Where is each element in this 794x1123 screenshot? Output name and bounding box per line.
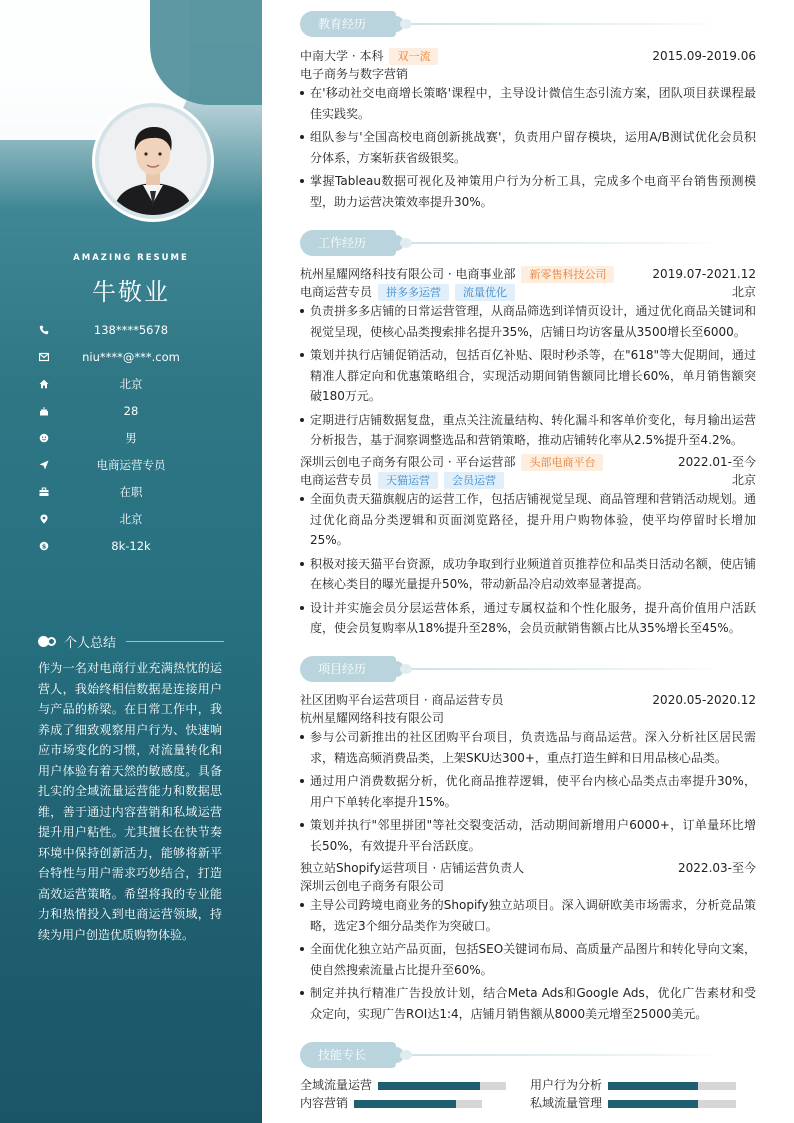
project-1-company-row xyxy=(300,710,756,727)
project-company: 深圳云创电子商务有限公司 xyxy=(300,879,445,893)
skill-bar xyxy=(378,1082,506,1090)
education-bullets xyxy=(300,83,756,215)
avatar xyxy=(92,100,214,222)
section-divider xyxy=(400,242,720,244)
project-date: 2020.05-2020.12 xyxy=(652,693,756,707)
skill-level-fill xyxy=(378,1082,480,1090)
info-status xyxy=(0,479,262,506)
section-header-skills xyxy=(300,1042,730,1068)
skill-name: 用户行为分析 xyxy=(530,1078,603,1092)
project-2-bullets xyxy=(300,895,756,1027)
section-title: 技能专长 xyxy=(300,1042,396,1068)
home-icon xyxy=(38,378,50,390)
role-tag: 拼多多运营 xyxy=(378,284,449,301)
skill-bar xyxy=(354,1100,482,1108)
info-salary xyxy=(0,533,262,560)
info-target-position xyxy=(0,451,262,478)
skill-name: 全域流量运营 xyxy=(300,1078,373,1092)
project-2-company-row xyxy=(300,878,756,895)
list-item: 策划并执行"邻里拼团"等社交裂变活动，活动期间新增用户6000+，订单量环比增长50%，有效提升平台活跃度。 xyxy=(300,815,756,856)
candidate-name: 牛敬业 xyxy=(92,278,170,306)
job-role: 电商运营专员 xyxy=(300,473,373,487)
list-item: 全面负责天猫旗舰店的运营工作，包括店铺视觉呈现、商品管理和营销活动规划。通过优化商品分类逻辑和页面浏览路径，提升用户购物体验，使平均停留时长增加25%。 xyxy=(300,489,756,551)
svg-text:$: $ xyxy=(41,542,47,551)
email-value: niu****@***.com xyxy=(82,349,180,364)
list-item: 定期进行店铺数据复盘，重点关注流量结构、转化漏斗和客单价变化，每月输出运营分析报告，基于洞察调整选品和营销策略，推动店铺转化率从2.5%提升至4.2%。 xyxy=(300,410,756,451)
location-icon xyxy=(38,513,50,525)
section-header-projects xyxy=(300,656,730,682)
project-name: 独立站Shopify运营项目 · 店铺运营负责人 xyxy=(300,861,525,875)
email-icon xyxy=(38,351,50,363)
list-item: 全面优化独立站产品页面，包括SEO关键词布局、高质量产品图片和转化导向文案，使自然搜索流量占比提升至60%。 xyxy=(300,939,756,980)
summary-heading xyxy=(38,632,224,651)
skill-bar xyxy=(608,1100,736,1108)
section-title: 工作经历 xyxy=(300,230,396,256)
list-item: 设计并实施会员分层运营体系，通过专属权益和个性化服务，提升高价值用户活跃度，使会员复购率从18%提升至28%，会员贡献销售额占比从35%增长至45%。 xyxy=(300,598,756,639)
role-tag: 流量优化 xyxy=(455,284,515,301)
school-tag: 双一流 xyxy=(389,48,438,65)
project-name: 社区团购平台运营项目 · 商品运营专员 xyxy=(300,693,504,707)
job-2-header-row xyxy=(300,454,756,471)
summary-dots-icon xyxy=(38,636,56,647)
job-1-header-row xyxy=(300,266,756,283)
list-item: 负责拼多多店铺的日常运营管理，从商品筛选到详情页设计，通过优化商品关键词和视觉呈现，使核心品类搜索排名提升35%，店铺日均访客量从3500增长至6000。 xyxy=(300,301,756,342)
list-item: 制定并执行精准广告投放计划，结合Meta Ads和Google Ads，优化广告素材和受众定向，实现广告ROI达1:4，店铺月销售额从8000美元增至25000美元。 xyxy=(300,983,756,1024)
section-title: 教育经历 xyxy=(300,11,396,37)
role-tag: 天猫运营 xyxy=(378,472,438,489)
send-icon xyxy=(38,459,50,471)
section-divider xyxy=(400,23,720,25)
section-header-education xyxy=(300,11,730,37)
project-2-header-row xyxy=(300,860,756,877)
list-item: 组队参与'全国高校电商创新挑战赛'，负责用户留存模块，运用A/B测试优化会员积分体系，方案斩获省级银奖。 xyxy=(300,127,756,168)
section-title: 项目经历 xyxy=(300,656,396,682)
info-age xyxy=(0,397,262,424)
section-header-work xyxy=(300,230,730,256)
phone-value: 138****5678 xyxy=(93,322,169,337)
skill-name: 内容营销 xyxy=(300,1096,349,1110)
status-value: 在职 xyxy=(119,485,143,500)
education-header-row xyxy=(300,48,756,65)
job-2-role-row xyxy=(300,472,756,489)
major: 电子商务与数字营销 xyxy=(300,67,409,81)
job-role: 电商运营专员 xyxy=(300,285,373,299)
education-date: 2015.09-2019.06 xyxy=(652,49,756,63)
project-date: 2022.03-至今 xyxy=(678,861,756,875)
list-item: 通过用户消费数据分析，优化商品推荐逻辑，使平台内核心品类点击率提升30%，用户下单转化率提升15%。 xyxy=(300,771,756,812)
role-tag: 会员运营 xyxy=(444,472,504,489)
info-phone xyxy=(0,316,262,343)
skill-item xyxy=(300,1095,482,1112)
job-1-role-row xyxy=(300,284,756,301)
job-company: 杭州星耀网络科技有限公司 · 电商事业部 xyxy=(300,267,516,281)
location-value: 北京 xyxy=(119,512,143,527)
cake-icon xyxy=(38,405,50,417)
salary-value: 8k-12k xyxy=(111,539,151,554)
job-1-bullets xyxy=(300,301,756,454)
project-company: 杭州星耀网络科技有限公司 xyxy=(300,711,445,725)
list-item: 积极对接天猫平台资源，成功争取到行业频道首页推荐位和品类日活动名额，使店铺在核心类目的曝光量提升50%，带动新品冷启动效率显著提高。 xyxy=(300,554,756,595)
job-company: 深圳云创电子商务有限公司 · 平台运营部 xyxy=(300,455,516,469)
school-name: 中南大学 · 本科 xyxy=(300,49,384,63)
skill-item xyxy=(530,1095,736,1112)
job-date: 2019.07-2021.12 xyxy=(652,267,756,281)
section-divider xyxy=(400,668,720,670)
briefcase-icon xyxy=(38,486,50,498)
phone-icon xyxy=(38,324,50,336)
section-divider xyxy=(400,1054,720,1056)
info-gender xyxy=(0,424,262,451)
list-item: 策划并执行店铺促销活动，包括百亿补贴、限时秒杀等，在"618"等大促期间，通过精准人群定向和优惠策略组合，实现活动期间销售额同比增长60%，单月销售额突破180万元。 xyxy=(300,345,756,407)
job-city: 北京 xyxy=(731,473,756,487)
education-major-row xyxy=(300,66,756,83)
skill-level-fill xyxy=(608,1082,698,1090)
age-value: 28 xyxy=(123,403,139,418)
job-city: 北京 xyxy=(731,285,756,299)
company-tag: 头部电商平台 xyxy=(521,454,603,471)
skill-bar xyxy=(608,1082,736,1090)
summary-title: 个人总结 xyxy=(64,636,117,651)
job-date: 2022.01-至今 xyxy=(678,455,756,469)
list-item: 参与公司新推出的社区团购平台项目，负责选品与商品运营。深入分析社区居民需求，精选高频消费品类，上架SKU达300+，重点打造生鲜和日用品核心品类。 xyxy=(300,727,756,768)
face-icon xyxy=(38,432,50,444)
money-icon xyxy=(38,540,50,552)
skill-name: 私域流量管理 xyxy=(530,1096,603,1110)
company-tag: 新零售科技公司 xyxy=(521,266,614,283)
skill-level-fill xyxy=(354,1100,456,1108)
summary-divider xyxy=(126,641,224,642)
info-location xyxy=(0,506,262,533)
skill-item xyxy=(300,1077,506,1094)
gender-value: 男 xyxy=(125,430,137,445)
skill-level-fill xyxy=(608,1100,698,1108)
target-position-value: 电商运营专员 xyxy=(96,458,166,473)
contact-info-list xyxy=(0,316,262,560)
resume-tagline: AMAZING RESUME xyxy=(73,253,189,263)
hometown-value: 北京 xyxy=(119,376,143,391)
info-email xyxy=(0,343,262,370)
project-1-header-row xyxy=(300,692,756,709)
job-2-bullets xyxy=(300,489,756,642)
sidebar xyxy=(0,0,262,1123)
summary-text: 作为一名对电商行业充满热忱的运营人，我始终相信数据是连接用户与产品的桥梁。在日常工作中，我养成了细致观察用户行为、快速响应市场变化的习惯，对流量转化和用户体验有着天然的敏感度。具备扎实的全域流量运营能力和数据思维，善于通过内容营销和私域运营提升用户粘性。尤其擅长在快节奏环境中保持创新活力，能够将新平台特性与用户需求巧妙结合，打造高效运营策略。希望将我的专业能力和热情投入到电商运营领域，持续为用户创造优质购物体验。 xyxy=(38,661,222,942)
avatar-photo xyxy=(99,107,207,215)
skill-item xyxy=(530,1077,736,1094)
project-1-bullets xyxy=(300,727,756,859)
list-item: 主导公司跨境电商业务的Shopify独立站项目。深入调研欧美市场需求，分析竞品策略，选定3个细分品类作为突破口。 xyxy=(300,895,756,936)
info-home xyxy=(0,370,262,397)
list-item: 在'移动社交电商增长策略'课程中，主导设计微信生态引流方案，团队项目获课程最佳实践奖。 xyxy=(300,83,756,124)
list-item: 掌握Tableau数据可视化及神策用户行为分析工具，完成多个电商平台销售预测模型，助力运营决策效率提升30%。 xyxy=(300,171,756,212)
